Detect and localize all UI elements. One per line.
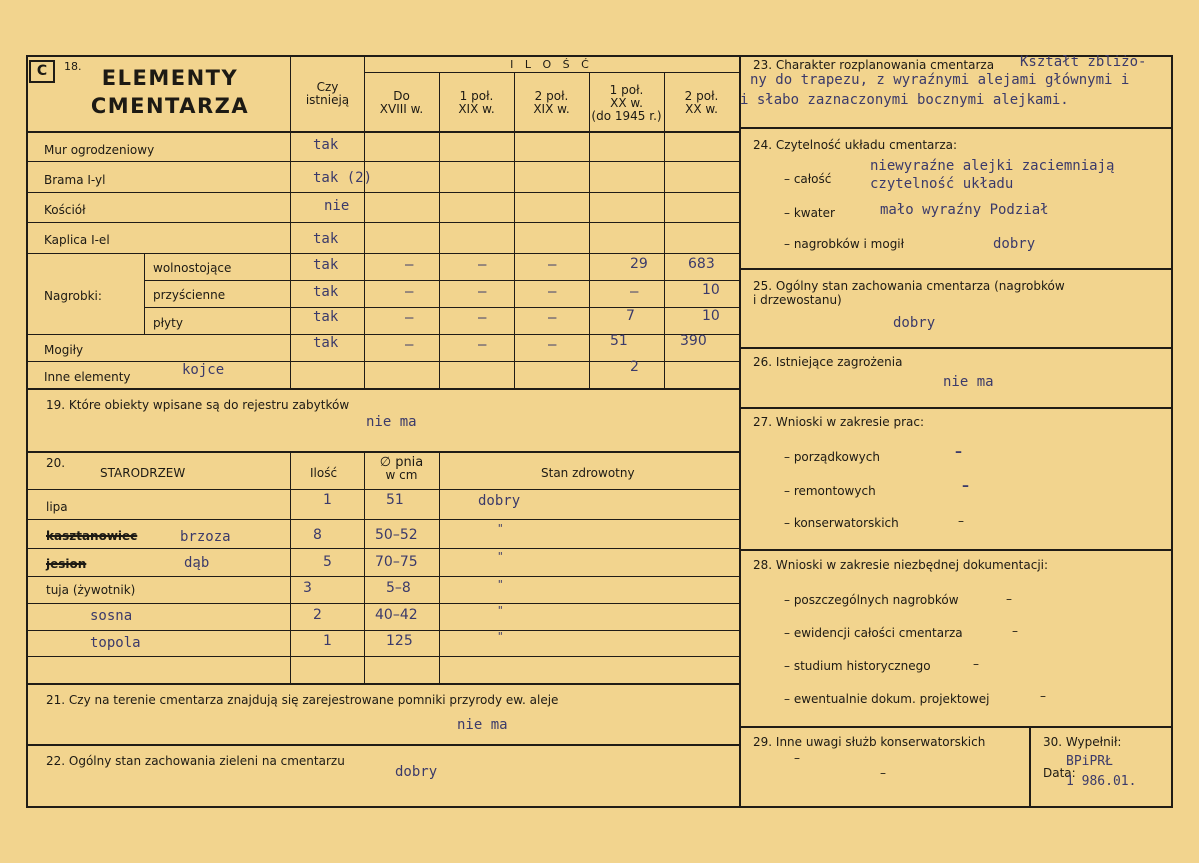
tree-ilosc: 1 [323,633,332,649]
q29-value: – [880,766,886,780]
istnieje-mogily: tak [313,335,339,351]
row-label-przyscienne: przyścienne [153,288,226,302]
qty-cell: – [478,310,487,326]
q30-data-value: 1 986.01. [1066,774,1137,789]
qty-cell: – [405,257,414,273]
grid-line [739,268,1172,270]
grid-line [26,192,740,193]
col-header-1xx-2: XX w. [610,96,643,110]
q26-value: nie ma [943,374,994,390]
col-header-2xix-2: XIX w. [533,102,570,116]
grid-line [26,489,740,490]
q28-ewidencji-value: – [1012,624,1018,638]
q23-label: 23. Charakter rozplanowania cmentarza [753,58,995,72]
grid-line [26,656,740,657]
q27-remontowych-value: – [962,478,969,494]
tree-stan: " [497,604,504,617]
col-header-istnieje-1: Czy [316,80,339,94]
grid-line [26,744,740,746]
qty-cell: – [478,337,487,353]
tree-typed-name: dąb [184,555,210,571]
section-title-line2: CMENTARZA [90,94,250,118]
qty-cell: 29 [630,256,648,272]
q27-konserwatorskich-value: – [958,514,964,528]
grid-line [664,72,665,388]
qty-cell: – [548,337,557,353]
grid-line [26,548,740,549]
inne-value: kojce [182,362,225,378]
tree-stan: dobry [478,493,521,509]
left-border [26,55,28,808]
col-header-istnieje-2: istnieją [305,93,350,107]
q28-projektowej-label: – ewentualnie dokum. projektowej [784,692,990,706]
grid-line [26,683,740,685]
q20-header-pnia-1: ∅ pnia [379,455,424,470]
qty-cell: 10 [702,282,720,298]
grid-line [26,253,740,254]
q20-number: 20. [46,456,66,470]
q27-label: 27. Wnioski w zakresie prac: [753,415,925,429]
qty-cell: – [478,284,487,300]
tree-typed-name: sosna [90,608,133,624]
qty-cell: – [548,310,557,326]
q28-nagrobkow-label: – poszczególnych nagrobków [784,593,959,607]
row-label-kaplica: Kaplica I-el [44,233,110,247]
q24-calosc-label: – całość [784,172,832,186]
tree-ilosc: 5 [323,554,332,570]
q24-kwater-label: – kwater [784,206,835,220]
col-header-1xx-1: 1 poł. [609,83,644,97]
qty-cell: 390 [680,333,707,349]
col-header-1xix-2: XIX w. [458,102,495,116]
q28-ewidencji-label: – ewidencji całości cmentarza [784,626,963,640]
middle-divider [739,55,741,808]
qty-cell: – [548,284,557,300]
q27-remontowych-label: – remontowych [784,484,876,498]
grid-line [144,307,740,308]
qty-cell: – [405,310,414,326]
grid-line [26,451,740,453]
q28-projektowej-value: – [1040,689,1046,703]
q30-value: BPiPRŁ [1066,754,1113,769]
tree-name-struck: jesion [46,557,87,571]
tree-typed-name: topola [90,635,141,651]
top-border [26,55,1172,57]
col-header-istnieje [291,81,364,107]
q24-nagrobkow-value: dobry [993,236,1036,252]
grid-line [439,72,440,388]
grid-line [514,72,515,388]
grid-line [290,451,291,683]
q21-label: 21. Czy na terenie cmentarza znajdują się zarejestrowane pomniki przyrody ew. aleje [46,693,559,707]
tree-pnia: 51 [386,492,404,508]
q19-label: 19. Które obiekty wpisane są do rejestru zabytków [46,398,350,412]
grid-line [26,222,740,223]
istnieje-przyscienne: tak [313,284,339,300]
grid-line [144,254,145,334]
q25-label-2: i drzewostanu) [753,293,842,307]
grid-line [26,131,740,133]
row-label-kosciol: Kościół [44,203,86,217]
bottom-border [26,806,1172,808]
tree-ilosc: 3 [303,580,312,596]
qty-cell: 10 [702,308,720,324]
q23-value-line3: i słabo zaznaczonymi bocznymi alejkami. [740,92,1069,108]
grid-line [26,161,740,162]
section-number: 18. [64,60,82,73]
row-label-brama: Brama I-yl [44,173,106,187]
row-label-wolnostojace: wolnostojące [153,261,232,275]
istnieje-wolnostojace: tak [313,257,339,273]
q28-nagrobkow-value: – [1006,592,1012,606]
grid-line [1029,726,1031,808]
tree-stan: " [497,550,504,563]
tree-ilosc: 8 [313,527,322,543]
q20-header-pnia-2: w cm [385,468,418,482]
row-label-mogily: Mogiły [44,343,84,357]
q20-header-name: STARODRZEW [100,466,186,480]
row-label-plyty: płyty [153,316,183,330]
q28-label: 28. Wnioski w zakresie niezbędnej dokumentacji: [753,558,1049,572]
qty-cell: – [478,257,487,273]
grid-line [439,451,440,683]
tree-pnia: 70–75 [375,554,418,570]
istnieje-mur: tak [313,137,339,153]
col-header-xviii-1: Do [393,89,410,103]
q24-nagrobkow-label: – nagrobków i mogił [784,237,905,251]
q25-label-1: 25. Ogólny stan zachowania cmentarza (nagrobków [753,279,1065,293]
qty-cell: – [405,284,414,300]
q25-value: dobry [893,315,936,331]
q23-value-line2: ny do trapezu, z wyraźnymi alejami głównymi i [750,72,1130,88]
q22-label: 22. Ogólny stan zachowania zieleni na cmentarzu [46,754,345,768]
col-header-1xx [589,84,664,123]
col-header-xviii [364,90,439,116]
col-header-1xix-1: 1 poł. [459,89,494,103]
tree-pnia: 5–8 [386,580,411,596]
tree-stan: " [497,630,504,643]
qty-cell: 51 [610,333,628,349]
q22-value: dobry [395,764,438,780]
col-header-xviii-2: XVIII w. [379,102,424,116]
tree-stan: " [497,522,504,535]
q29-label: 29. Inne uwagi służb konserwatorskich [753,735,986,749]
tree-name: tuja (żywotnik) [46,583,136,597]
col-header-2xx-1: 2 poł. [684,89,719,103]
q24-label: 24. Czytelność układu cmentarza: [753,138,958,152]
grid-line [739,347,1172,349]
qty-cell: – [548,257,557,273]
tree-ilosc: 1 [323,492,332,508]
q27-konserwatorskich-label: – konserwatorskich [784,516,899,530]
section-c-box: C [29,60,55,83]
section-title-line1: ELEMENTY [101,66,239,90]
q20-header-pnia [364,456,439,482]
qty-cell: – [630,284,639,300]
grid-line [739,407,1172,409]
ilosc-header: I L O Ś Ć [510,58,593,71]
nagrobki-label: Nagrobki: [44,289,102,303]
grid-line [26,603,740,604]
tree-pnia: 50–52 [375,527,418,543]
istnieje-brama: tak (2) [313,170,373,186]
q27-porzadkowych-value: – [955,444,962,460]
istnieje-kaplica: tak [313,231,339,247]
q24-calosc-value-2: czytelność układu [870,176,1014,192]
q23-value-line1: Kształt zbliżo- [1020,54,1147,70]
col-header-2xx-2: XX w. [685,102,718,116]
row-label-inne: Inne elementy [44,370,131,384]
istnieje-plyty: tak [313,309,339,325]
q26-label: 26. Istniejące zagrożenia [753,355,903,369]
tree-pnia: 40–42 [375,607,418,623]
right-border [1171,55,1173,808]
col-header-1xx-3: (do 1945 r.) [591,109,662,123]
row-label-mur: Mur ogrodzeniowy [44,143,155,157]
qty-cell: 7 [626,308,635,324]
col-header-2xix [514,90,589,116]
q28-studium-value: – [973,657,979,671]
grid-line [739,127,1172,129]
q29-dash-small: – [794,751,800,765]
col-header-2xx [664,90,739,116]
tree-stan: " [497,578,504,591]
qty-cell: 2 [630,359,639,375]
q30-data-label: Data: [1043,766,1076,780]
qty-cell: 683 [688,256,715,272]
q30-label: 30. Wypełnił: [1043,735,1122,749]
grid-line [26,576,740,577]
grid-line [144,280,740,281]
tree-name-struck: kasztanowiec [46,529,138,543]
grid-line [26,630,740,631]
grid-line [26,519,740,520]
col-header-1xix [439,90,514,116]
grid-line [364,72,739,73]
q24-kwater-value: mało wyraźny Podział [880,202,1049,218]
istnieje-kosciol: nie [324,198,350,214]
qty-cell: – [405,337,414,353]
q24-calosc-value-1: niewyraźne alejki zaciemniają [870,158,1115,174]
grid-line [739,726,1172,728]
col-header-2xix-1: 2 poł. [534,89,569,103]
grid-line [26,388,740,390]
tree-pnia: 125 [386,633,413,649]
q20-header-stan: Stan zdrowotny [541,466,635,480]
tree-typed-name: brzoza [180,529,231,545]
grid-line [739,549,1172,551]
q27-porzadkowych-label: – porządkowych [784,450,880,464]
tree-ilosc: 2 [313,607,322,623]
grid-line [26,334,740,335]
q19-value: nie ma [366,414,417,430]
q20-header-ilosc: Ilość [310,466,338,480]
q28-studium-label: – studium historycznego [784,659,931,673]
tree-name: lipa [46,500,68,514]
grid-line [364,451,365,683]
q21-value: nie ma [457,717,508,733]
